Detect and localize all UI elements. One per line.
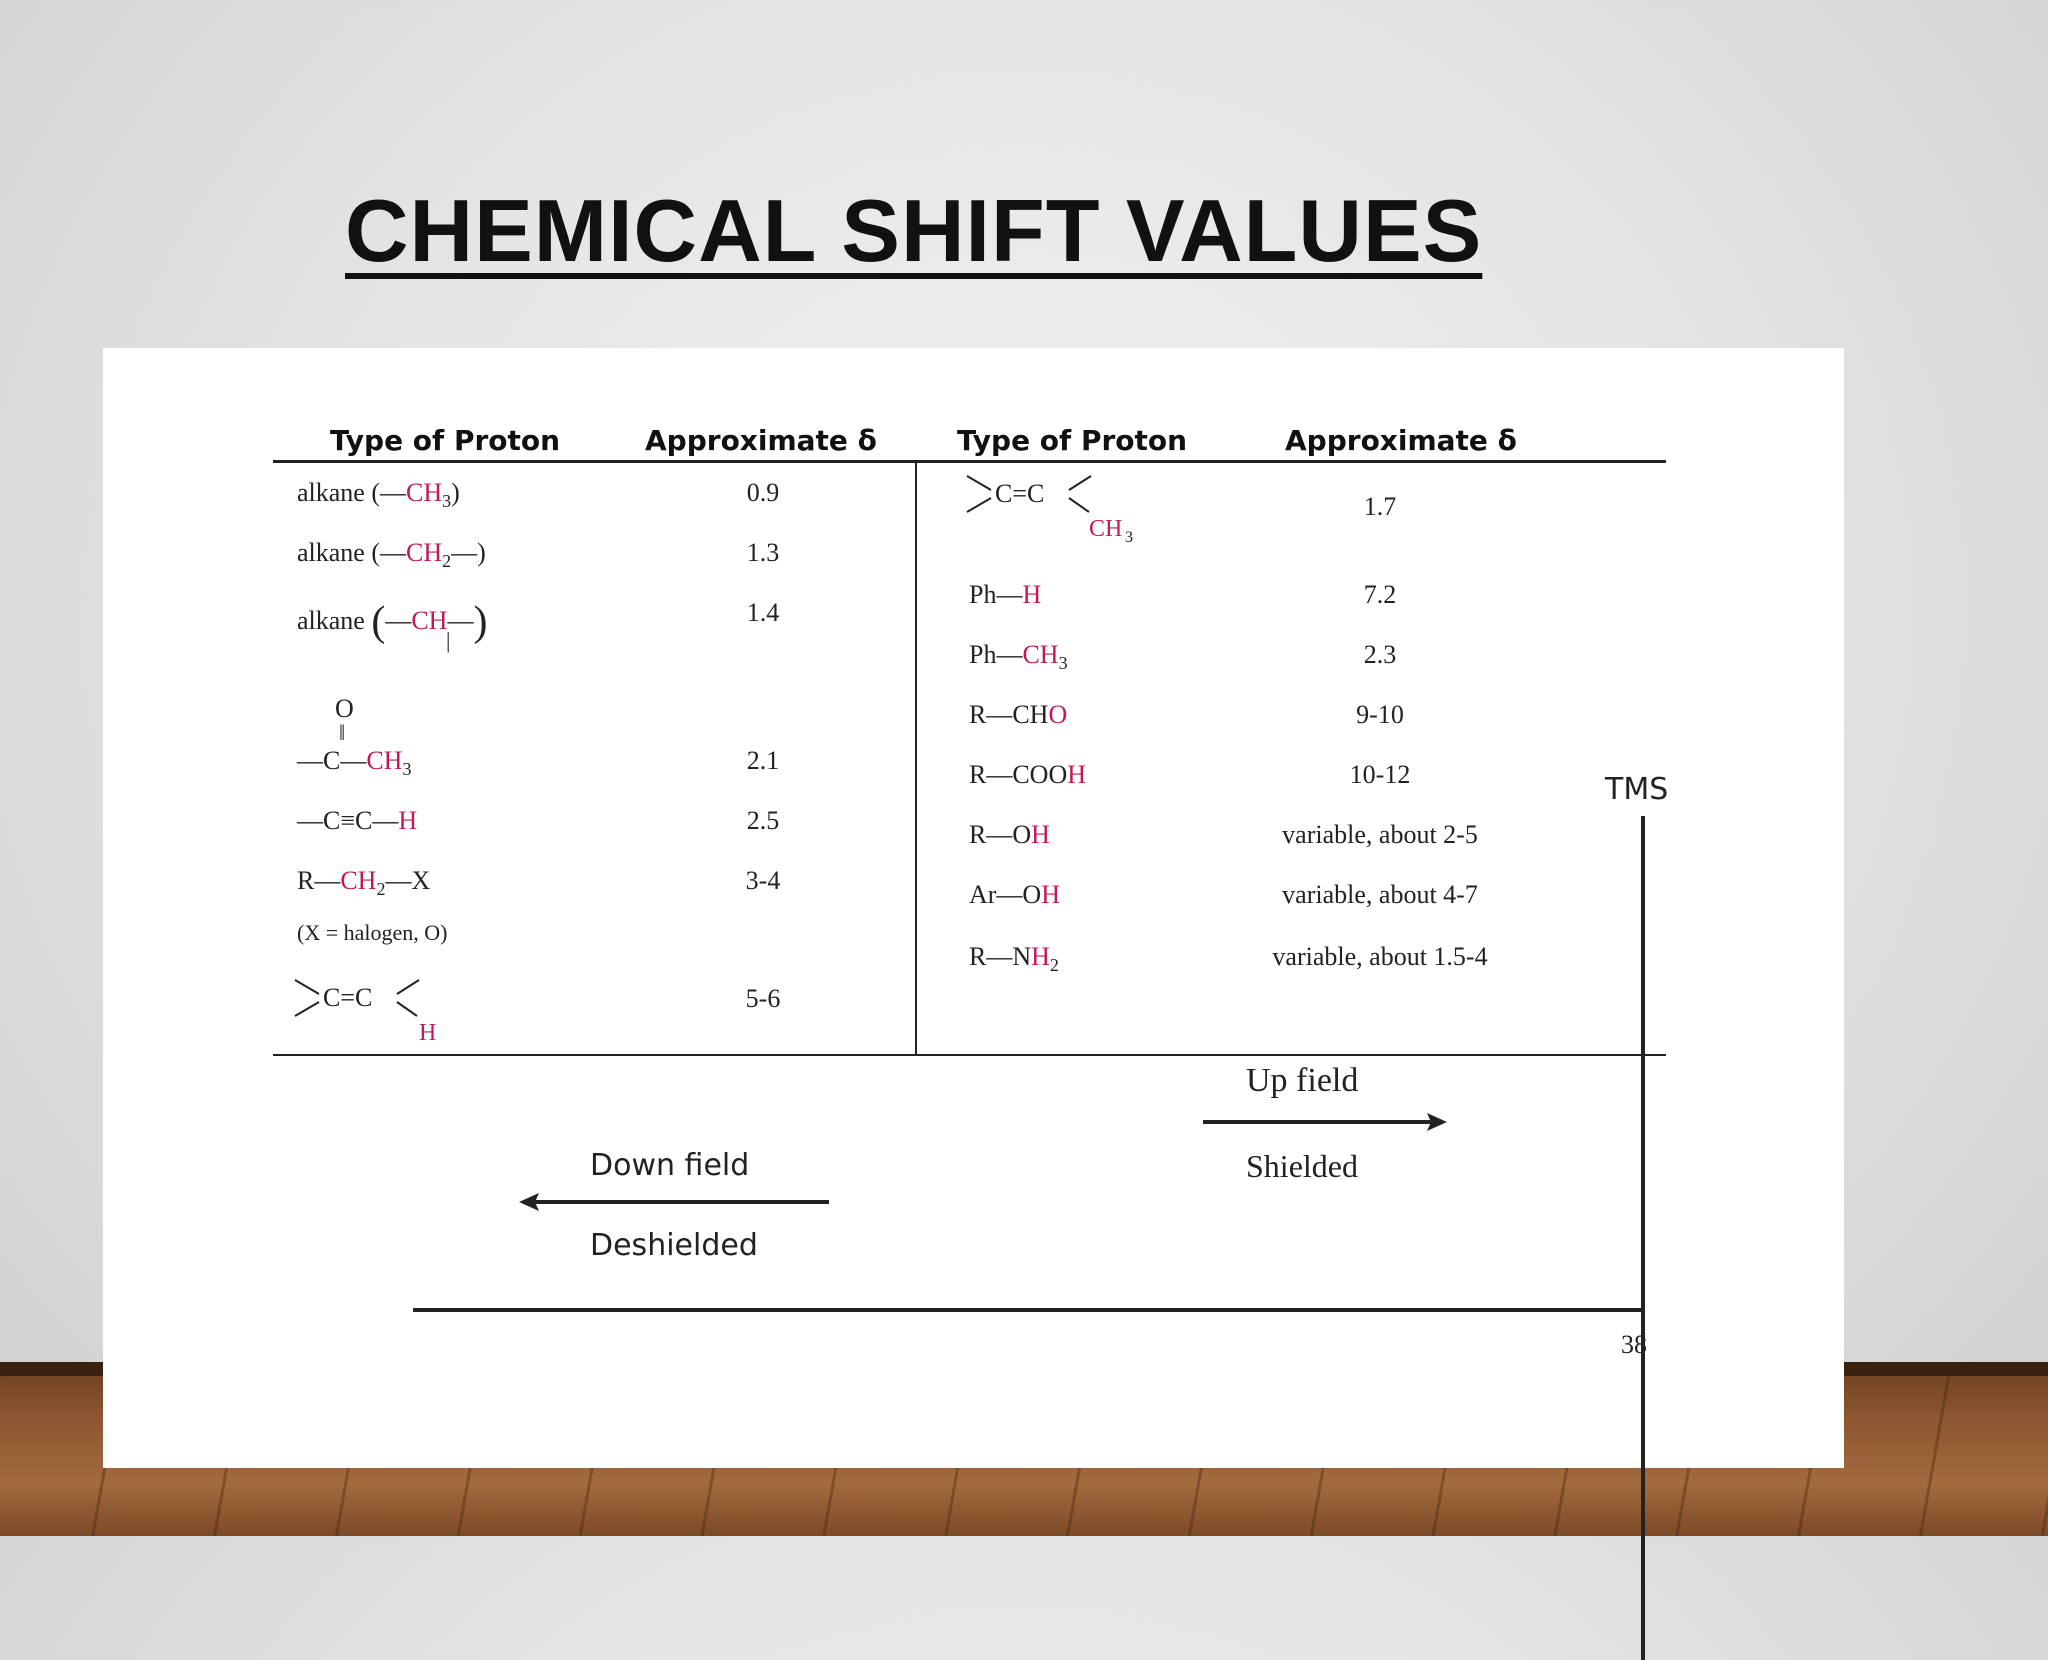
svg-text:3: 3 [1125,529,1133,542]
proton-carboxylic-acid: R—COOH [969,760,1087,789]
slide-title: CHEMICAL SHIFT VALUES [345,181,1483,280]
header-delta-left: Approximate δ [645,424,877,457]
delta-carboxylic: 10-12 [1349,760,1411,789]
tms-vertical-line [1641,816,1645,1660]
delta-alcohol: variable, about 2-5 [1282,820,1478,849]
delta-phenol: variable, about 4-7 [1282,880,1478,909]
proton-ketone-ch3: $—C—CH_3$ [297,746,412,779]
delta-vinyl: 5-6 [745,984,781,1013]
delta-ch2x: 3-4 [745,866,781,895]
delta-aldehyde: 9-10 [1356,700,1404,729]
proton-phenol: Ar—OH [969,880,1060,909]
halogen-note: (X = halogen, O) [297,920,448,945]
scale-baseline [413,1308,1645,1312]
delta-ketone: 2.1 [746,746,780,775]
svg-text:H: H [419,1020,437,1046]
svg-text:C=C: C=C [323,983,373,1012]
shielded-label: Shielded [1246,1148,1358,1184]
proton-ch2x: $R—CH_2—X$ [297,866,431,899]
carbonyl-oxygen: O [335,694,354,723]
proton-alcohol: R—OH [969,820,1050,849]
proton-alkane-ch: alkane (—CH—) [297,599,488,645]
header-type-right: Type of Proton [957,424,1188,457]
proton-alkane-ch2: alkane $(—CH_2—)$ [297,538,486,571]
proton-alkyne-h: —C≡C—H [297,806,418,835]
svg-text:C=C: C=C [995,479,1045,508]
ch-bond-tick: | [446,628,451,653]
up-field-arrow-icon [1201,1110,1451,1134]
delta-alkane-ch: 1.4 [746,598,780,627]
svg-text:CH: CH [1089,516,1123,542]
vinyl-h-structure [293,976,463,1046]
carbonyl-double-bond: ‖ [339,720,346,745]
down-field-arrow-icon [517,1190,831,1214]
header-delta-right: Approximate δ [1285,424,1517,457]
delta-benzene: 7.2 [1363,580,1397,609]
table-bottom-rule [273,1054,1666,1056]
delta-alkane-ch3: 0.9 [746,478,780,507]
delta-allylic: 1.7 [1363,492,1397,521]
column-divider [915,463,917,1055]
proton-amine: $R—NH_2$ [969,942,1059,975]
delta-amine: variable, about 1.5-4 [1272,942,1488,971]
proton-benzene-h: Ph—H [969,580,1042,609]
delta-toluene: 2.3 [1363,640,1397,669]
table-top-rule [273,460,1666,463]
proton-aldehyde: R—CHO [969,700,1068,729]
header-type-left: Type of Proton [330,424,561,457]
page-number: 38 [1621,1330,1647,1359]
deshielded-label: Deshielded [590,1228,758,1263]
chemical-shift-table-image [103,348,1844,1468]
proton-alkane-ch3: alkane $(—CH_3)$ [297,478,460,511]
delta-alkane-ch2: 1.3 [746,538,780,567]
tms-label: TMS [1605,772,1669,807]
up-field-label: Up field [1246,1062,1359,1099]
proton-toluene-ch3: $Ph—CH_3$ [969,640,1068,673]
down-field-label: Down field [590,1148,750,1183]
delta-alkyne: 2.5 [746,806,780,835]
allylic-ch3-structure [965,472,1165,542]
